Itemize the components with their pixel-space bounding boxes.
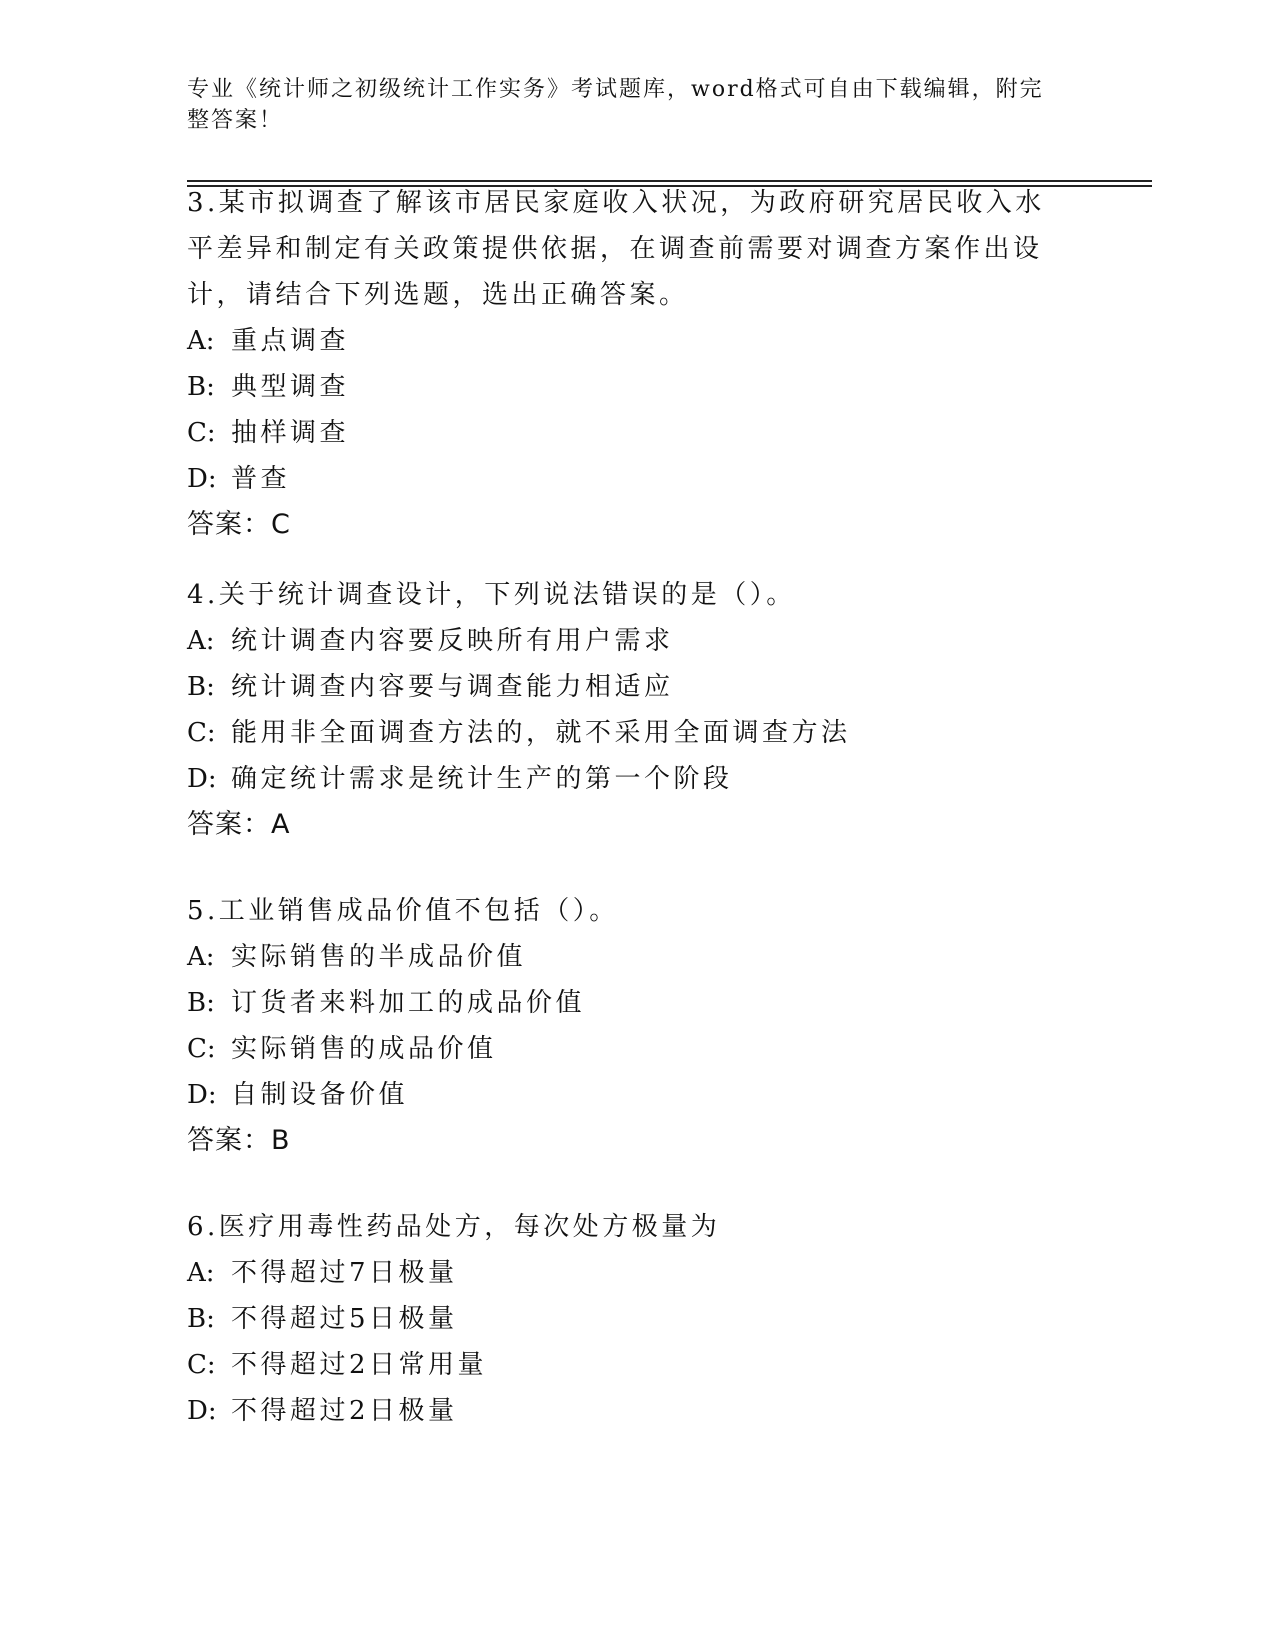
option-text: 抽样调查 xyxy=(231,418,350,448)
answer-line: 答案：B xyxy=(187,1125,291,1156)
option-key: D: xyxy=(187,464,217,494)
option-text: 自制设备价值 xyxy=(231,1080,409,1110)
question-6 xyxy=(187,1204,1067,1434)
option-key: A: xyxy=(187,1258,215,1288)
option-d xyxy=(187,1072,1067,1118)
option-a xyxy=(187,318,1067,364)
header-line-1: 专业《统计师之初级统计工作实务》考试题库，word格式可自由下载编辑，附完 xyxy=(187,77,1044,102)
option-key: D: xyxy=(187,1080,217,1110)
option-text: 实际销售的半成品价值 xyxy=(231,942,527,972)
option-text: 不得超过7日极量 xyxy=(231,1258,458,1288)
option-key: D: xyxy=(187,764,217,794)
option-b xyxy=(187,980,1067,1026)
option-b xyxy=(187,1296,1067,1342)
option-key: C: xyxy=(187,1034,216,1064)
option-d xyxy=(187,456,1067,502)
question-4 xyxy=(187,572,1067,848)
option-text: 实际销售的成品价值 xyxy=(231,1034,497,1064)
answer-line: 答案：A xyxy=(187,809,291,840)
question-stem: 4.关于统计调查设计，下列说法错误的是（）。 xyxy=(187,580,796,610)
option-c xyxy=(187,710,1067,756)
option-key: B: xyxy=(187,372,215,402)
option-key: C: xyxy=(187,418,216,448)
option-a xyxy=(187,934,1067,980)
question-stem: 6.医疗用毒性药品处方，每次处方极量为 xyxy=(187,1212,721,1242)
option-key: B: xyxy=(187,672,215,702)
option-key: A: xyxy=(187,326,215,356)
option-d xyxy=(187,1388,1067,1434)
option-c xyxy=(187,1342,1067,1388)
option-key: A: xyxy=(187,626,215,656)
option-text: 典型调查 xyxy=(231,372,350,402)
option-text: 能用非全面调查方法的，就不采用全面调查方法 xyxy=(231,718,851,748)
option-text: 统计调查内容要与调查能力相适应 xyxy=(231,672,674,702)
option-key: A: xyxy=(187,942,215,972)
option-text: 统计调查内容要反映所有用户需求 xyxy=(231,626,674,656)
question-3 xyxy=(187,180,1067,548)
option-b xyxy=(187,364,1067,410)
option-text: 重点调查 xyxy=(231,326,350,356)
option-text: 确定统计需求是统计生产的第一个阶段 xyxy=(231,764,733,794)
answer-line: 答案：C xyxy=(187,509,291,540)
header-line-2: 整答案！ xyxy=(187,108,284,133)
option-d xyxy=(187,756,1067,802)
option-key: D: xyxy=(187,1396,217,1426)
option-text: 订货者来料加工的成品价值 xyxy=(231,988,586,1018)
question-5 xyxy=(187,888,1067,1164)
option-key: C: xyxy=(187,1350,216,1380)
option-text: 不得超过2日极量 xyxy=(231,1396,458,1426)
option-a xyxy=(187,618,1067,664)
option-b xyxy=(187,664,1067,710)
option-key: B: xyxy=(187,988,215,1018)
option-text: 不得超过5日极量 xyxy=(231,1304,458,1334)
option-key: B: xyxy=(187,1304,215,1334)
option-a xyxy=(187,1250,1067,1296)
option-c xyxy=(187,1026,1067,1072)
document-header xyxy=(187,74,1067,136)
question-stem: 5.工业销售成品价值不包括（）。 xyxy=(187,896,619,926)
option-text: 普查 xyxy=(231,464,291,494)
option-key: C: xyxy=(187,718,216,748)
option-c xyxy=(187,410,1067,456)
option-text: 不得超过2日常用量 xyxy=(231,1350,488,1380)
question-stem: 3.某市拟调查了解该市居民家庭收入状况，为政府研究居民收入水平差异和制定有关政策提供依据，在调查前需要对调查方案作出设计，请结合下列选题，选出正确答案。 xyxy=(187,188,1045,310)
